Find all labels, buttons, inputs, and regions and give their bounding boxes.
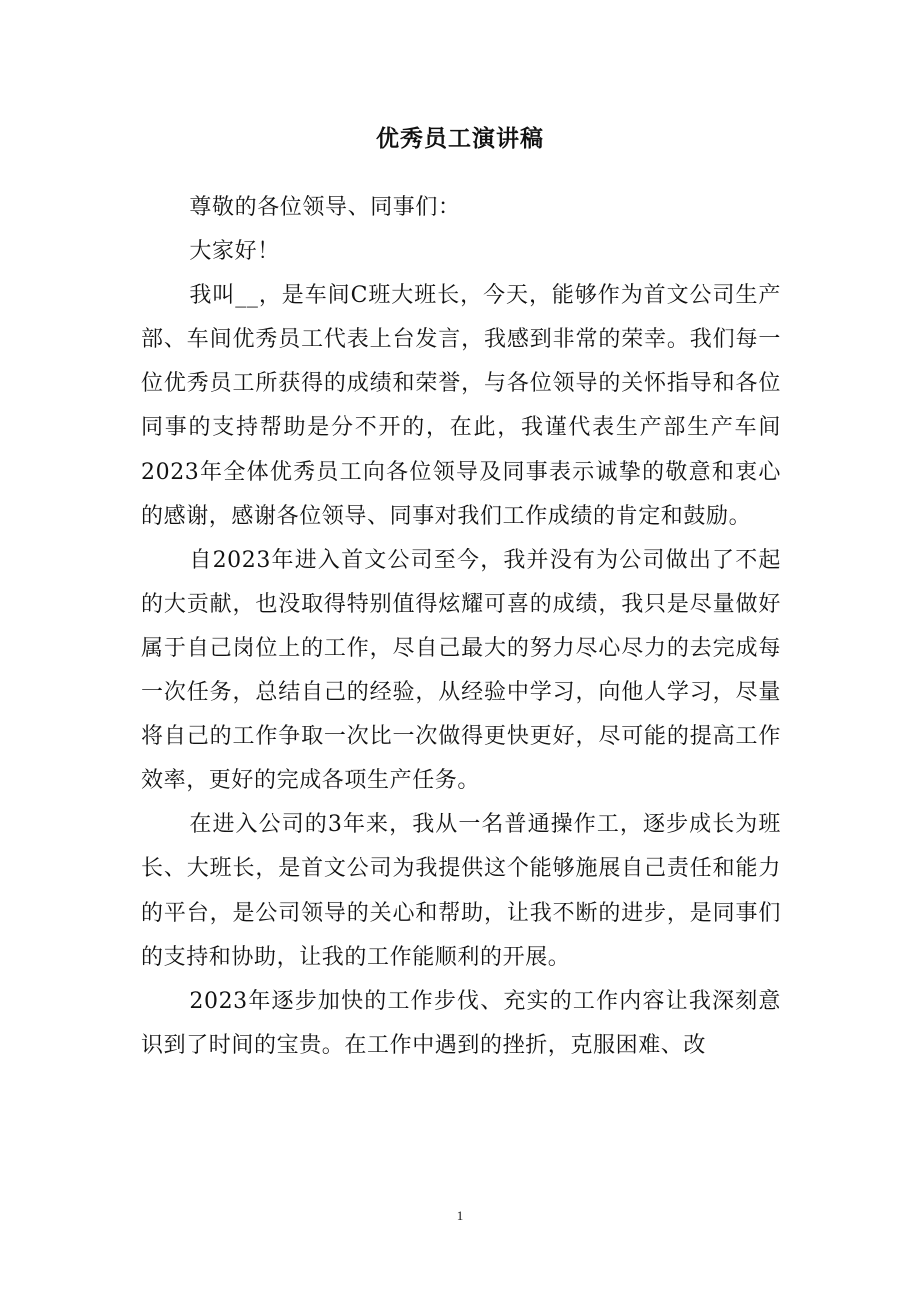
- document-body: [141, 186, 781, 1068]
- body-paragraph: 在进入公司的3年来，我从一名普通操作工，逐步成长为班长、大班长，是首文公司为我提供这个能够施展自己责任和能力的平台，是公司领导的关心和帮助，让我不断的进步，是同事们的支持和协助，让我的工作能顺利的开展。: [141, 812, 781, 970]
- document-title: 优秀员工演讲稿: [376, 126, 544, 152]
- page-number: 1: [456, 1208, 464, 1223]
- greeting-paragraph: 尊敬的各位领导、同事们：: [189, 195, 461, 220]
- body-paragraph: 2023年逐步加快的工作步伐、充实的工作内容让我深刻意识到了时间的宝贵。在工作中遇到的挫折，克服困难、改: [141, 988, 781, 1058]
- body-paragraph: 自2023年进入首文公司至今，我并没有为公司做出了不起的大贡献，也没取得特别值得炫耀可喜的成绩，我只是尽量做好属于自己岗位上的工作，尽自己最大的努力尽心尽力的去完成每一次任务，总结自己的经验，从经验中学习，向他人学习，尽量将自己的工作争取一次比一次做得更快更好，尽可能的提高工作效率，更好的完成各项生产任务。: [141, 547, 781, 794]
- salutation-paragraph: 大家好！: [189, 239, 280, 265]
- body-paragraph: 我叫__，是车间C班大班长，今天，能够作为首文公司生产部、车间优秀员工代表上台发言，我感到非常的荣幸。我们每一位优秀员工所获得的成绩和荣誉，与各位领导的关怀指导和各位同事的支持帮助是分不开的，在此，我谨代表生产部生产车间2023年全体优秀员工向各位领导及同事表示诚挚的敬意和衷心的感谢，感谢各位领导、同事对我们工作成绩的肯定和鼓励。: [141, 283, 781, 529]
